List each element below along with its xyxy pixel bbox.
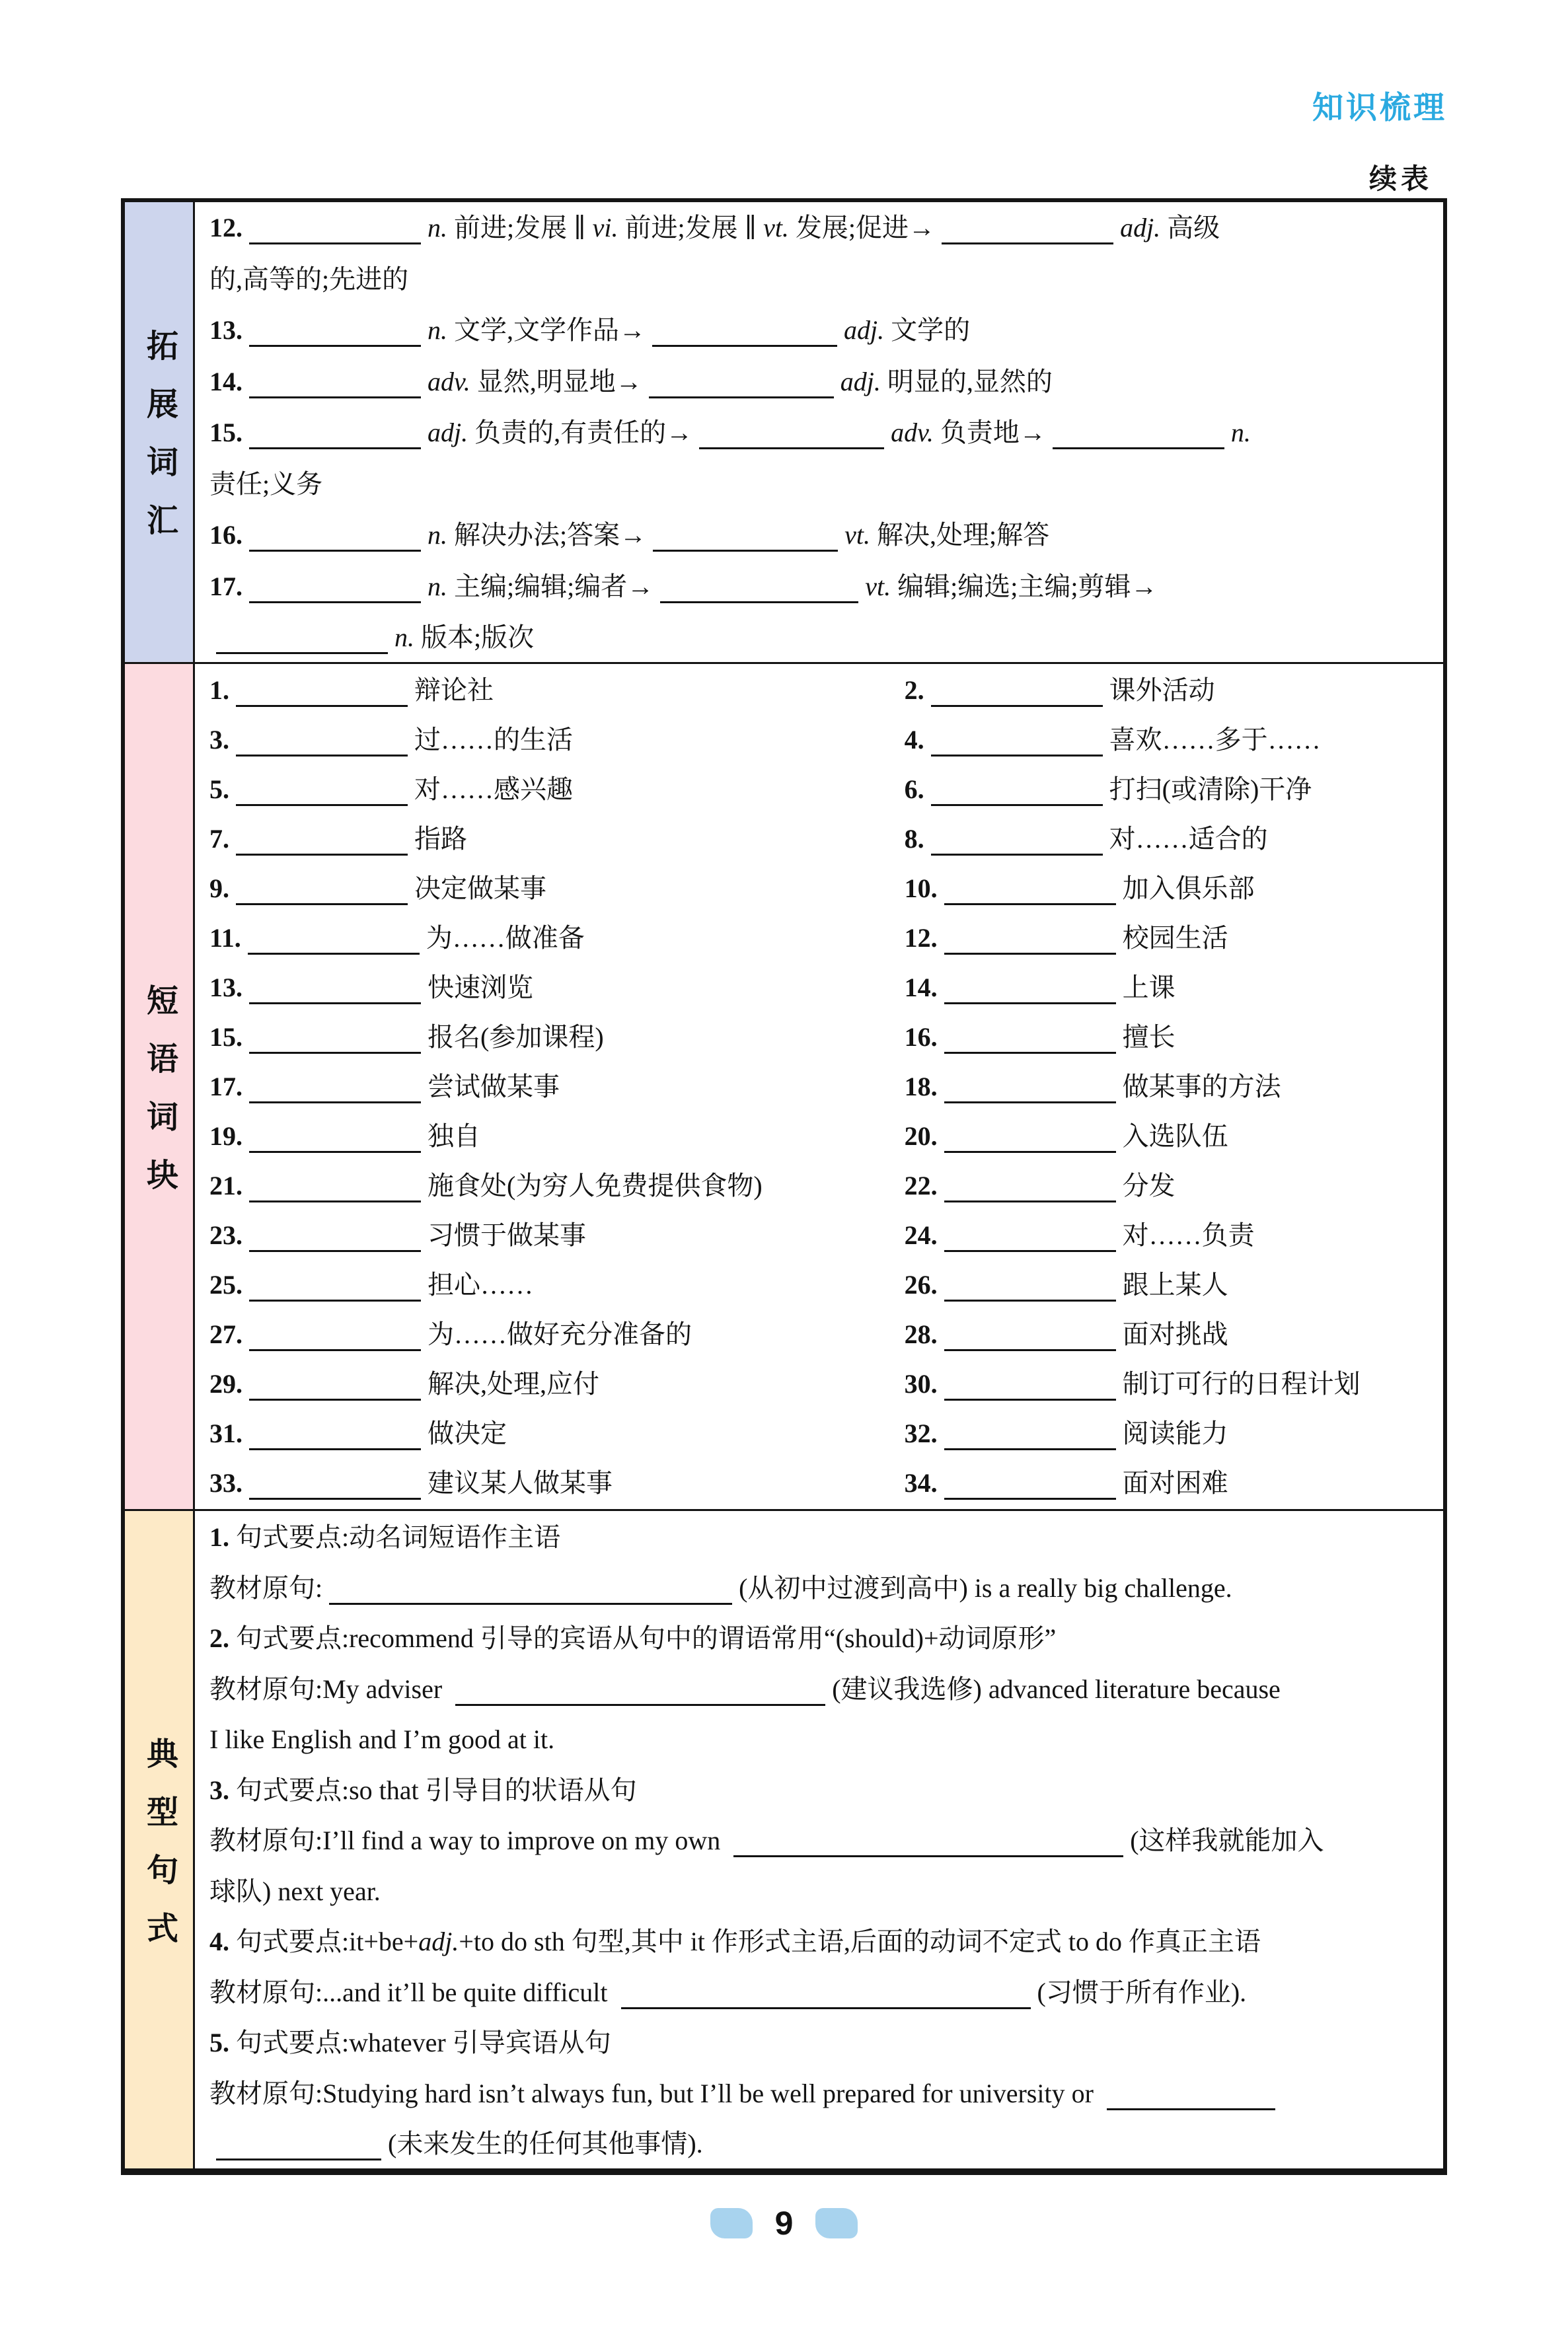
answer-blank xyxy=(249,1399,421,1401)
part-of-speech-label: adj. xyxy=(418,1927,459,1956)
item-text: 文学的 xyxy=(884,315,971,345)
part-of-speech-label: vt. xyxy=(865,571,891,601)
item-text: 担心…… xyxy=(428,1270,533,1300)
item-text: 对……适合的 xyxy=(1109,824,1268,854)
item-text: 句式要点:动名词短语作主语 xyxy=(229,1522,561,1552)
answer-blank xyxy=(216,652,388,654)
section-label-text: 典型句式 xyxy=(141,1736,177,1970)
continued-table-label: 续表 xyxy=(1368,163,1433,194)
item-text: 面对困难 xyxy=(1122,1468,1228,1498)
item-number: 30. xyxy=(904,1369,938,1399)
vocab-line xyxy=(209,356,1429,408)
answer-blank xyxy=(649,396,834,398)
item-text: 施食处(为穷人免费提供食物) xyxy=(428,1171,763,1200)
sentence-line xyxy=(209,1512,1429,1563)
phrase-item xyxy=(209,1062,905,1111)
answer-blank xyxy=(236,903,408,905)
section-label-phrase-chunks xyxy=(125,664,195,1511)
item-text: 显然,明显地→ xyxy=(470,366,642,396)
item-text: 加入俱乐部 xyxy=(1122,873,1255,903)
item-number: 1. xyxy=(209,675,229,705)
part-of-speech-label: n. xyxy=(1230,418,1251,447)
answer-blank xyxy=(944,1399,1116,1401)
answer-blank xyxy=(931,705,1103,707)
vocab-line xyxy=(209,612,1429,663)
phrase-item xyxy=(905,1260,1429,1310)
item-text: 的,高等的;先进的 xyxy=(209,264,409,294)
phrase-item xyxy=(905,1161,1429,1210)
vocab-line xyxy=(209,202,1429,254)
item-text: 明显的,显然的 xyxy=(880,366,1053,396)
answer-blank xyxy=(944,1349,1116,1351)
answer-blank xyxy=(249,1052,421,1054)
phrase-item xyxy=(905,665,1429,715)
section-label-text: 短语词块 xyxy=(141,983,177,1216)
item-number: 26. xyxy=(904,1270,938,1300)
item-number: 5. xyxy=(209,2028,229,2057)
phrase-item xyxy=(209,1210,905,1260)
item-text: (从初中过渡到高中) is a really big challenge. xyxy=(739,1572,1232,1603)
phrase-item xyxy=(905,1062,1429,1111)
item-text: 责任;义务 xyxy=(209,468,323,499)
item-text: 解决,处理;解答 xyxy=(870,520,1050,550)
item-text: +to do sth 句型,其中 it 作形式主语,后面的动词不定式 to do 作真正主语 xyxy=(459,1927,1261,1956)
item-number: 2. xyxy=(209,1623,229,1653)
item-text: (建议我选修) advanced literature because xyxy=(832,1674,1281,1704)
answer-blank xyxy=(249,1300,421,1302)
item-text: 打扫(或清除)干净 xyxy=(1109,774,1312,804)
sentence-line xyxy=(209,1866,1429,1917)
vocab-line xyxy=(209,407,1429,459)
answer-blank xyxy=(249,1200,421,1202)
item-text: 负责的,有责任的→ xyxy=(468,418,693,447)
answer-blank xyxy=(944,1498,1116,1500)
item-number: 32. xyxy=(904,1419,938,1448)
item-text: 教材原句:Studying hard isn’t always fun, but I’ll be well prepared for university or xyxy=(209,2078,1100,2108)
phrase-item xyxy=(209,1458,905,1508)
answer-blank xyxy=(249,1250,421,1252)
vocab-line xyxy=(209,254,1429,305)
item-number: 16. xyxy=(209,520,243,550)
item-text: 报名(参加课程) xyxy=(428,1022,604,1052)
phrase-item xyxy=(905,715,1429,764)
item-text: 编辑;编选;主编;剪辑→ xyxy=(891,571,1158,601)
item-number: 6. xyxy=(904,774,924,804)
part-of-speech-label: adv. xyxy=(891,418,934,447)
page-header-tab: 知识梳理 xyxy=(1312,90,1447,125)
phrase-item xyxy=(209,715,905,764)
item-number: 5. xyxy=(209,774,229,804)
item-text: 指路 xyxy=(414,824,467,854)
sentence-line xyxy=(209,1664,1429,1715)
item-number: 1. xyxy=(209,1522,229,1552)
answer-blank xyxy=(236,854,408,856)
item-number: 33. xyxy=(209,1468,243,1498)
part-of-speech-label: n. xyxy=(428,520,447,550)
item-number: 13. xyxy=(209,973,243,1002)
item-number: 24. xyxy=(904,1220,938,1250)
item-text: 解决,处理,应付 xyxy=(428,1369,599,1399)
item-number: 12. xyxy=(209,213,243,242)
item-number: 34. xyxy=(904,1468,938,1498)
item-number: 22. xyxy=(904,1171,938,1200)
sentence-line xyxy=(209,1563,1429,1614)
phrase-item xyxy=(905,1111,1429,1161)
section-content-typical-sentence-patterns xyxy=(195,1511,1443,2168)
phrase-item xyxy=(905,1012,1429,1062)
answer-blank xyxy=(944,1200,1116,1202)
part-of-speech-label: vi. xyxy=(592,213,618,242)
phrase-item xyxy=(209,864,905,913)
item-number: 27. xyxy=(209,1319,243,1349)
item-text: 对……负责 xyxy=(1122,1220,1255,1250)
answer-blank xyxy=(329,1603,732,1605)
answer-blank xyxy=(944,1101,1116,1103)
item-text: 文学,文学作品→ xyxy=(447,315,646,345)
answer-blank xyxy=(236,755,408,757)
phrase-item xyxy=(209,764,905,814)
phrase-item xyxy=(209,1409,905,1458)
item-number: 8. xyxy=(904,824,924,854)
item-number: 29. xyxy=(209,1369,243,1399)
item-number: 14. xyxy=(904,973,938,1002)
answer-blank xyxy=(249,447,421,449)
section-content-phrase-chunks xyxy=(195,664,1443,1511)
item-number: 17. xyxy=(209,571,243,601)
item-text: 入选队伍 xyxy=(1122,1121,1228,1151)
answer-blank xyxy=(944,1250,1116,1252)
sentence-line xyxy=(209,2018,1429,2069)
answer-blank xyxy=(621,2007,1031,2009)
answer-blank xyxy=(249,396,421,398)
item-number: 18. xyxy=(904,1072,938,1101)
phrase-item xyxy=(209,665,905,715)
phrase-item xyxy=(905,814,1429,864)
answer-blank xyxy=(944,953,1116,955)
item-text: 教材原句:...and it’ll be quite difficult xyxy=(209,1977,615,2007)
phrase-item xyxy=(209,1161,905,1210)
item-text: 版本;版次 xyxy=(414,622,535,652)
item-text: 校园生活 xyxy=(1122,923,1228,953)
item-number: 20. xyxy=(904,1121,938,1151)
phrase-item xyxy=(209,814,905,864)
answer-blank xyxy=(931,804,1103,806)
item-text: 负责地→ xyxy=(933,418,1046,447)
answer-blank xyxy=(931,854,1103,856)
phrase-item xyxy=(905,764,1429,814)
item-text: 擅长 xyxy=(1122,1022,1176,1052)
answer-blank xyxy=(249,1101,421,1103)
answer-blank xyxy=(249,1151,421,1153)
sentence-line xyxy=(209,1816,1429,1866)
item-text: (这样我就能加入 xyxy=(1130,1826,1324,1855)
item-text: 辩论社 xyxy=(414,675,494,705)
answer-blank xyxy=(236,705,408,707)
item-text: 上课 xyxy=(1122,973,1176,1002)
item-number: 23. xyxy=(209,1220,243,1250)
item-text: 制订可行的日程计划 xyxy=(1122,1369,1361,1399)
phrase-item xyxy=(905,1458,1429,1508)
item-text: 教材原句: xyxy=(209,1572,323,1603)
phrase-item xyxy=(209,1260,905,1310)
answer-blank xyxy=(455,1704,825,1706)
phrase-item xyxy=(905,1409,1429,1458)
item-text: 教材原句:My adviser xyxy=(209,1674,449,1704)
item-text: 习惯于做某事 xyxy=(428,1220,586,1250)
answer-blank xyxy=(249,1448,421,1450)
item-number: 31. xyxy=(209,1419,243,1448)
answer-blank xyxy=(660,601,858,603)
answer-blank xyxy=(249,345,421,347)
phrase-item xyxy=(209,1111,905,1161)
section-label-text: 拓展词汇 xyxy=(141,329,177,562)
vocab-line xyxy=(209,459,1429,510)
item-number: 25. xyxy=(209,1270,243,1300)
vocab-line xyxy=(209,561,1429,612)
item-text: 球队) next year. xyxy=(209,1876,381,1906)
answer-blank xyxy=(944,1448,1116,1450)
answer-blank xyxy=(653,550,838,552)
part-of-speech-label: vt. xyxy=(844,520,870,550)
answer-blank xyxy=(944,903,1116,905)
item-number: 14. xyxy=(209,366,243,396)
item-text: 做某事的方法 xyxy=(1122,1072,1281,1101)
part-of-speech-label: vt. xyxy=(763,213,789,242)
item-text: 面对挑战 xyxy=(1122,1319,1228,1349)
answer-blank xyxy=(942,242,1113,244)
item-text: 分发 xyxy=(1122,1171,1176,1200)
item-text: 主编;编辑;编者→ xyxy=(447,571,654,601)
item-text: 喜欢……多于…… xyxy=(1109,725,1321,755)
item-text: 为……做好充分准备的 xyxy=(428,1319,692,1349)
item-text: 对……感兴趣 xyxy=(414,774,573,804)
item-text: 快速浏览 xyxy=(428,973,533,1002)
section-label-typical-sentence-patterns xyxy=(125,1511,195,2168)
sentence-line xyxy=(209,2069,1429,2120)
phrase-item xyxy=(905,963,1429,1012)
item-number: 17. xyxy=(209,1072,243,1101)
vocab-line xyxy=(209,305,1429,356)
phrase-item xyxy=(905,1310,1429,1359)
item-text: 句式要点:recommend 引导的宾语从句中的谓语常用“(should)+动词原形” xyxy=(229,1623,1057,1653)
item-text: 独自 xyxy=(428,1121,480,1151)
item-text: 前进;发展 ∥ xyxy=(618,213,764,242)
part-of-speech-label: adj. xyxy=(840,366,881,396)
answer-blank xyxy=(1053,447,1224,449)
answer-blank xyxy=(699,447,884,449)
item-text: 句式要点:it+be+ xyxy=(229,1927,419,1956)
item-number: 16. xyxy=(904,1022,938,1052)
item-number: 12. xyxy=(904,923,938,953)
item-text: 过……的生活 xyxy=(414,725,573,755)
part-of-speech-label: n. xyxy=(428,571,447,601)
answer-blank xyxy=(944,1002,1116,1004)
item-number: 11. xyxy=(209,923,241,953)
answer-blank xyxy=(652,345,837,347)
item-number: 21. xyxy=(209,1171,243,1200)
section-content-expanded-vocabulary xyxy=(195,202,1443,664)
answer-blank xyxy=(931,755,1103,757)
sentence-line xyxy=(209,1613,1429,1664)
answer-blank xyxy=(249,242,421,244)
answer-blank xyxy=(249,1498,421,1500)
part-of-speech-label: adj. xyxy=(428,418,468,447)
item-number: 19. xyxy=(209,1121,243,1151)
sentence-line xyxy=(209,1715,1429,1765)
sentence-line xyxy=(209,2119,1429,2168)
item-text: 尝试做某事 xyxy=(428,1072,560,1101)
page-number-decor-right xyxy=(815,2208,858,2238)
item-number: 15. xyxy=(209,1022,243,1052)
item-text: I like English and I’m good at it. xyxy=(209,1724,555,1754)
item-text: 阅读能力 xyxy=(1122,1419,1228,1448)
item-text: 解决办法;答案→ xyxy=(447,520,647,550)
page-number: 9 xyxy=(774,2205,794,2242)
item-number: 4. xyxy=(904,725,924,755)
item-number: 9. xyxy=(209,873,229,903)
sentence-line xyxy=(209,1968,1429,2018)
page-footer xyxy=(0,2204,1568,2242)
answer-blank xyxy=(944,1052,1116,1054)
phrase-item xyxy=(209,963,905,1012)
part-of-speech-label: n. xyxy=(428,315,447,345)
item-text: 高级 xyxy=(1160,213,1220,242)
item-number: 2. xyxy=(904,675,924,705)
item-number: 13. xyxy=(209,315,243,345)
part-of-speech-label: adj. xyxy=(844,315,885,345)
page-number-decor-left xyxy=(710,2208,753,2238)
answer-blank xyxy=(249,601,421,603)
answer-blank xyxy=(733,1855,1123,1857)
answer-blank xyxy=(249,1002,421,1004)
answer-blank xyxy=(1107,2108,1275,2110)
phrase-item xyxy=(905,1359,1429,1409)
answer-blank xyxy=(236,804,408,806)
phrase-item xyxy=(209,1359,905,1409)
answer-blank xyxy=(944,1300,1116,1302)
item-text: 建议某人做某事 xyxy=(428,1468,613,1498)
item-text: (习惯于所有作业). xyxy=(1037,1977,1247,2007)
knowledge-review-table xyxy=(121,198,1447,2175)
answer-blank xyxy=(944,1151,1116,1153)
vocab-line xyxy=(209,509,1429,561)
sentence-line xyxy=(209,1917,1429,1968)
item-text: 前进;发展 ∥ xyxy=(447,213,593,242)
item-number: 3. xyxy=(209,725,229,755)
sentence-line xyxy=(209,1765,1429,1816)
item-text: 句式要点:so that 引导目的状语从句 xyxy=(229,1775,637,1805)
answer-blank xyxy=(249,1349,421,1351)
phrase-item xyxy=(905,1210,1429,1260)
item-text: 决定做某事 xyxy=(414,873,546,903)
item-text: (未来发生的任何其他事情). xyxy=(388,2129,703,2159)
answer-blank xyxy=(248,953,420,955)
item-text: 做决定 xyxy=(428,1419,507,1448)
item-text: 发展;促进→ xyxy=(788,213,936,242)
item-number: 10. xyxy=(904,873,938,903)
phrase-item xyxy=(209,1310,905,1359)
item-number: 15. xyxy=(209,418,243,447)
answer-blank xyxy=(216,2159,381,2160)
answer-blank xyxy=(249,550,421,552)
item-number: 4. xyxy=(209,1927,229,1956)
phrase-item xyxy=(209,1012,905,1062)
section-label-expanded-vocabulary xyxy=(125,202,195,664)
phrase-item xyxy=(905,913,1429,963)
item-text: 为……做准备 xyxy=(426,923,585,953)
item-number: 7. xyxy=(209,824,229,854)
item-number: 28. xyxy=(904,1319,938,1349)
item-text: 跟上某人 xyxy=(1122,1270,1228,1300)
phrase-item xyxy=(905,864,1429,913)
item-text: 课外活动 xyxy=(1109,675,1215,705)
item-text: 句式要点:whatever 引导宾语从句 xyxy=(229,2028,611,2057)
item-text: 教材原句:I’ll find a way to improve on my own xyxy=(209,1826,728,1855)
item-number: 3. xyxy=(209,1775,229,1805)
phrase-item xyxy=(209,913,905,963)
part-of-speech-label: adj. xyxy=(1120,213,1161,242)
part-of-speech-label: n. xyxy=(428,213,447,242)
part-of-speech-label: n. xyxy=(394,622,414,652)
part-of-speech-label: adv. xyxy=(428,366,470,396)
